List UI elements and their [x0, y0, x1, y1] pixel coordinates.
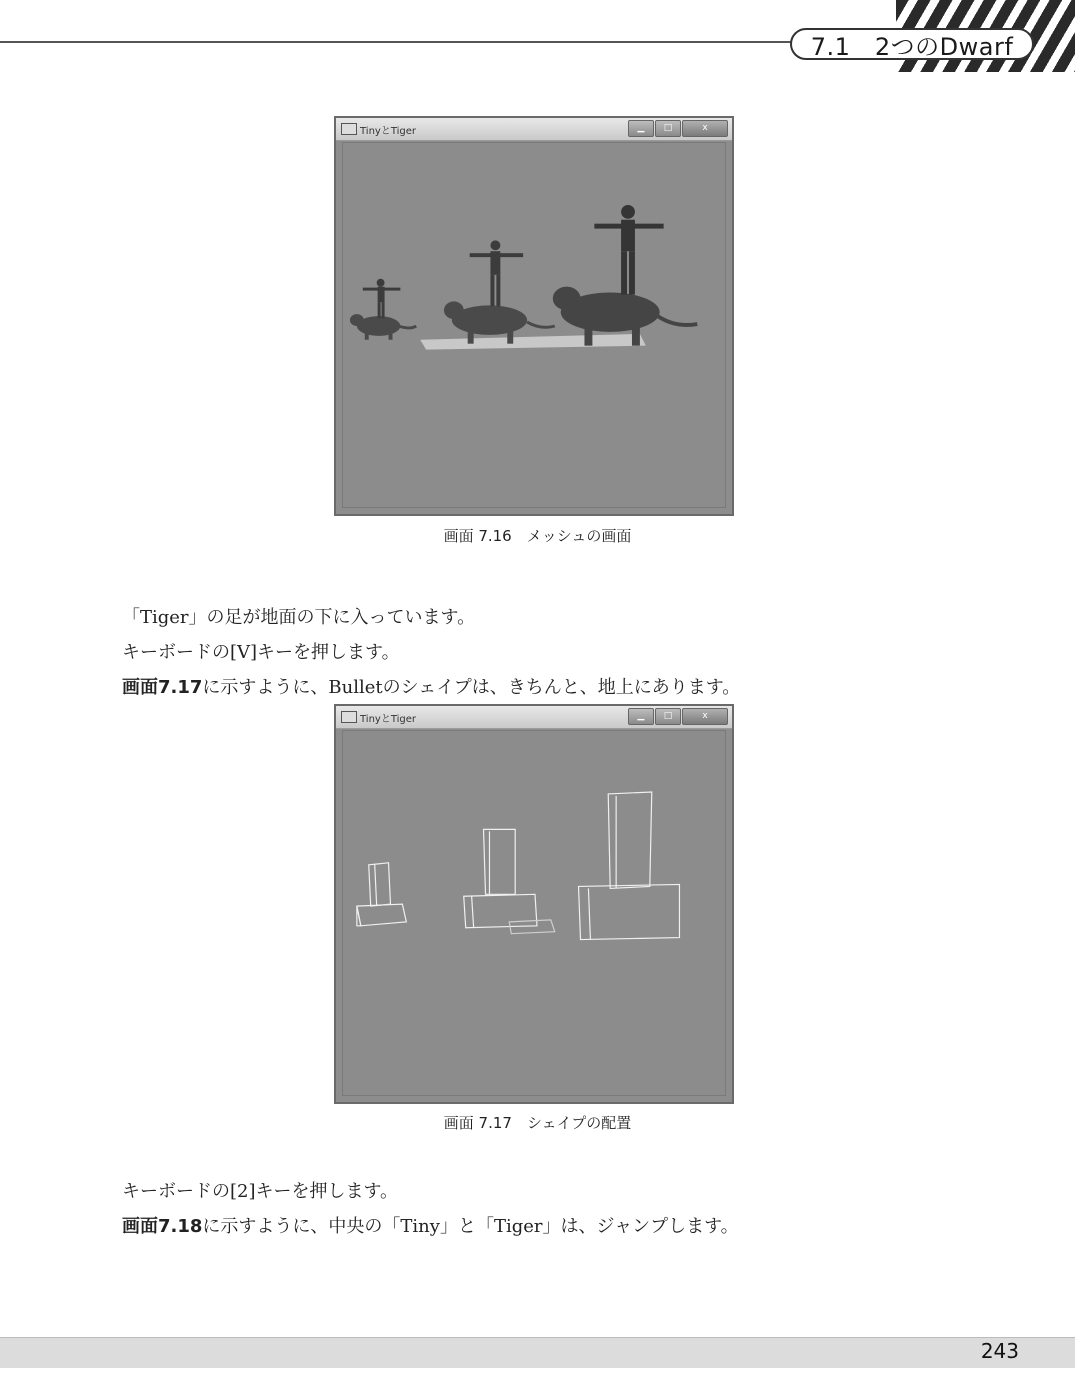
section-label: 7.1 2つのDwarf — [790, 28, 1034, 60]
screenshot-window-shapes — [334, 704, 734, 1104]
screenshot-window-mesh — [334, 116, 734, 516]
tiny-large — [594, 205, 663, 295]
ground-slab — [420, 334, 646, 350]
page-number: 243 — [980, 1339, 1019, 1363]
app-icon — [341, 711, 357, 723]
shapes-scene-image — [343, 731, 725, 1095]
paragraph-jump — [122, 1212, 739, 1238]
paragraph-text: に示すように、Bulletのシェイプは、きちんと、地上にあります。 — [202, 677, 741, 698]
close-button[interactable]: x — [682, 120, 728, 137]
render-area-shapes — [342, 730, 726, 1096]
paragraph-tiger-feet: 「Tiger」の足が地面の下に入っています。 — [122, 607, 476, 628]
header-rule — [0, 41, 800, 43]
maximize-button[interactable]: □ — [655, 120, 681, 137]
paragraph-press-v: キーボードの[V]キーを押します。 — [122, 642, 400, 663]
minimize-button[interactable]: ▁ — [628, 708, 654, 725]
window-controls — [627, 120, 728, 137]
close-button[interactable]: x — [682, 708, 728, 725]
mesh-scene-image — [343, 143, 725, 507]
minimize-button[interactable]: ▁ — [628, 120, 654, 137]
tiny-medium — [470, 240, 523, 306]
shape-small — [357, 863, 406, 926]
paragraph-shapes-on-ground — [122, 673, 740, 699]
footer-bar — [0, 1337, 1075, 1368]
render-area-mesh — [342, 142, 726, 508]
figure-caption-7-16: 画面 7.16 メッシュの画面 — [443, 527, 632, 545]
tiny-small — [363, 279, 401, 318]
shape-medium — [464, 829, 555, 933]
figure-reference-7-17: 画面7.17 — [122, 677, 203, 698]
shape-large — [579, 792, 680, 940]
figure-caption-7-17: 画面 7.17 シェイプの配置 — [443, 1114, 632, 1132]
window-controls — [627, 708, 728, 725]
paragraph-press-2: キーボードの[2]キーを押します。 — [122, 1181, 399, 1202]
window-titlebar — [336, 706, 732, 729]
paragraph-text: に示すように、中央の「Tiny」と「Tiger」は、ジャンプします。 — [202, 1216, 739, 1237]
figure-reference-7-18: 画面7.18 — [122, 1216, 203, 1237]
app-icon — [341, 123, 357, 135]
maximize-button[interactable]: □ — [655, 708, 681, 725]
window-title: TinyとTiger — [360, 714, 417, 725]
window-titlebar — [336, 118, 732, 141]
window-title: TinyとTiger — [360, 126, 417, 137]
